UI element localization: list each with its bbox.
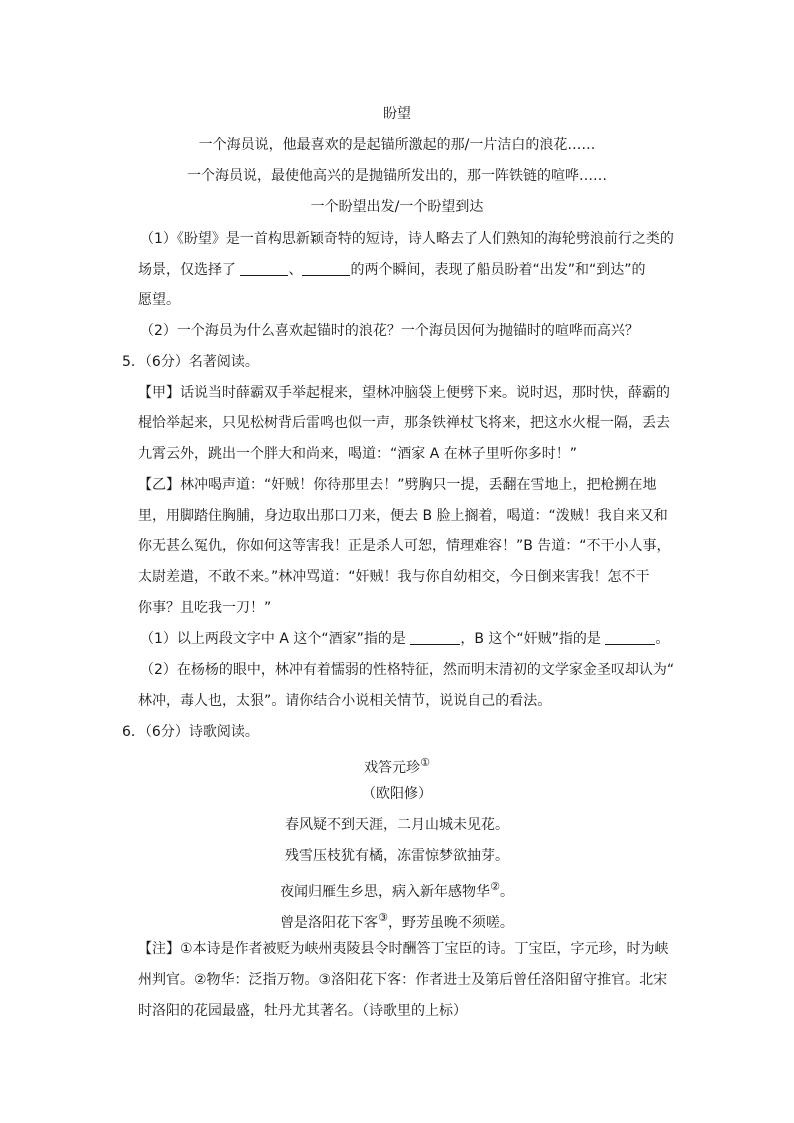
- passage-line: 里，用脚踏住胸脯，身边取出那口刀来，便去 B 脸上搁着，喝道：“泼贼！我自来又和: [138, 508, 668, 524]
- passage-line: 【乙】林冲喝声道：“奸贼！你待那里去！”劈胸只一提，丢翻在雪地上，把枪搠在地: [138, 477, 657, 493]
- poem-line: 一个海员说，最使他高兴的是抛锚所发出的，那一阵铁链的喧哗……: [187, 168, 607, 184]
- poem-line-part: 夜闻归雁生乡思，病入新年感物华: [280, 884, 491, 900]
- poem-line-part: 曾是洛阳花下客: [280, 915, 379, 931]
- poem-line: 一个盼望出发/一个盼望到达: [310, 199, 484, 215]
- poem-author: （欧阳修）: [362, 786, 432, 802]
- footnote-marker: ②: [490, 880, 500, 893]
- note-line: 州判官。②物华：泛指万物。③洛阳花下客：作者进士及第后曾任洛阳留守推官。北宋: [138, 972, 668, 988]
- question-text: （1）《盼望》是一首构思新颖奇特的短诗，诗人略去了人们熟知的海轮劈浪前行之类的: [140, 231, 674, 247]
- answer-blank[interactable]: [302, 261, 350, 276]
- question-text: （2）在杨杨的眼中，林冲有着懦弱的性格特征，然而明末清初的文学家金圣叹却认为“: [140, 662, 675, 678]
- poem-line-part: ，野芳虽晚不须嗟。: [387, 915, 514, 931]
- question-text: [140, 629, 669, 649]
- question-text-part: 场景，仅选择了: [138, 262, 241, 278]
- passage-line: 棍恰举起来，只见松树背后雷鸣也似一声，那条铁禅杖飞将来，把这水火棍一隔，丢去: [138, 415, 670, 431]
- question-text: 愿望。: [138, 292, 180, 308]
- question-text-part: 的两个瞬间，表现了船员盼着“出发”和“到达”的: [350, 262, 646, 278]
- question-text-part: ，B 这个“奸贼”指的是: [460, 631, 606, 647]
- passage-line: 你无甚么冤仇，你如何这等害我！正是杀人可恕，情理难容！”B 告道：“不干小人事，: [138, 538, 671, 554]
- poem-line: 一个海员说，他最喜欢的是起锚所激起的那/一片洁白的浪花……: [198, 137, 596, 153]
- question-heading: 6．（6分）诗歌阅读。: [122, 724, 259, 740]
- poem-line: 春风疑不到天涯，二月山城未见花。: [285, 817, 509, 833]
- footnote-marker: ③: [378, 911, 388, 924]
- passage-line: 太尉差遣，不敢不来。”林冲骂道：“奸贼！我与你自幼相交，今日倒来害我！怎不干: [138, 569, 650, 585]
- answer-blank[interactable]: [240, 261, 288, 276]
- poem-title: 盼望: [383, 106, 411, 122]
- poem-line: [0, 877, 794, 900]
- answer-blank[interactable]: [605, 630, 655, 645]
- poem-line: [0, 908, 794, 931]
- note-line: 时洛阳的花园最盛，牡丹尤其著名。（诗歌里的上标）: [138, 1003, 467, 1019]
- note-line: 【注】①本诗是作者被贬为峡州夷陵县令时酬答丁宝臣的诗。丁宝臣，字元珍，时为峡: [138, 941, 669, 957]
- question-text: [138, 260, 645, 280]
- question-text-part: 。: [655, 631, 670, 647]
- question-text-part: （1）以上两段文字中 A 这个“酒家”指的是: [140, 631, 411, 647]
- footnote-marker: ①: [420, 756, 430, 769]
- passage-line: 九霄云外，跳出一个胖大和尚来，喝道：“酒家 A 在林子里听你多时！”: [138, 446, 577, 462]
- passage-line: 【甲】话说当时薛霸双手举起棍来，望林冲脑袋上便劈下来。说时迟，那时快，薛霸的: [138, 385, 670, 401]
- passage-line: 你事？且吃我一刀！”: [138, 600, 272, 616]
- answer-blank[interactable]: [410, 630, 460, 645]
- question-text-part: 、: [288, 262, 303, 278]
- poem-line: 残雪压枝犹有橘，冻雷惊梦欲抽芽。: [285, 848, 509, 864]
- poem-line-part: 。: [499, 884, 514, 900]
- question-text: （2）一个海员为什么喜欢起锚时的浪花？一个海员因何为抛锚时的喧哗而高兴？: [140, 323, 639, 339]
- question-text: 林冲，毒人也，太狠”。请你结合小说相关情节，说说自己的看法。: [138, 693, 552, 709]
- poem-title: [0, 753, 794, 776]
- question-heading: 5．（6分）名著阅读。: [122, 354, 259, 370]
- poem-title-text: 戏答元珍: [364, 760, 421, 776]
